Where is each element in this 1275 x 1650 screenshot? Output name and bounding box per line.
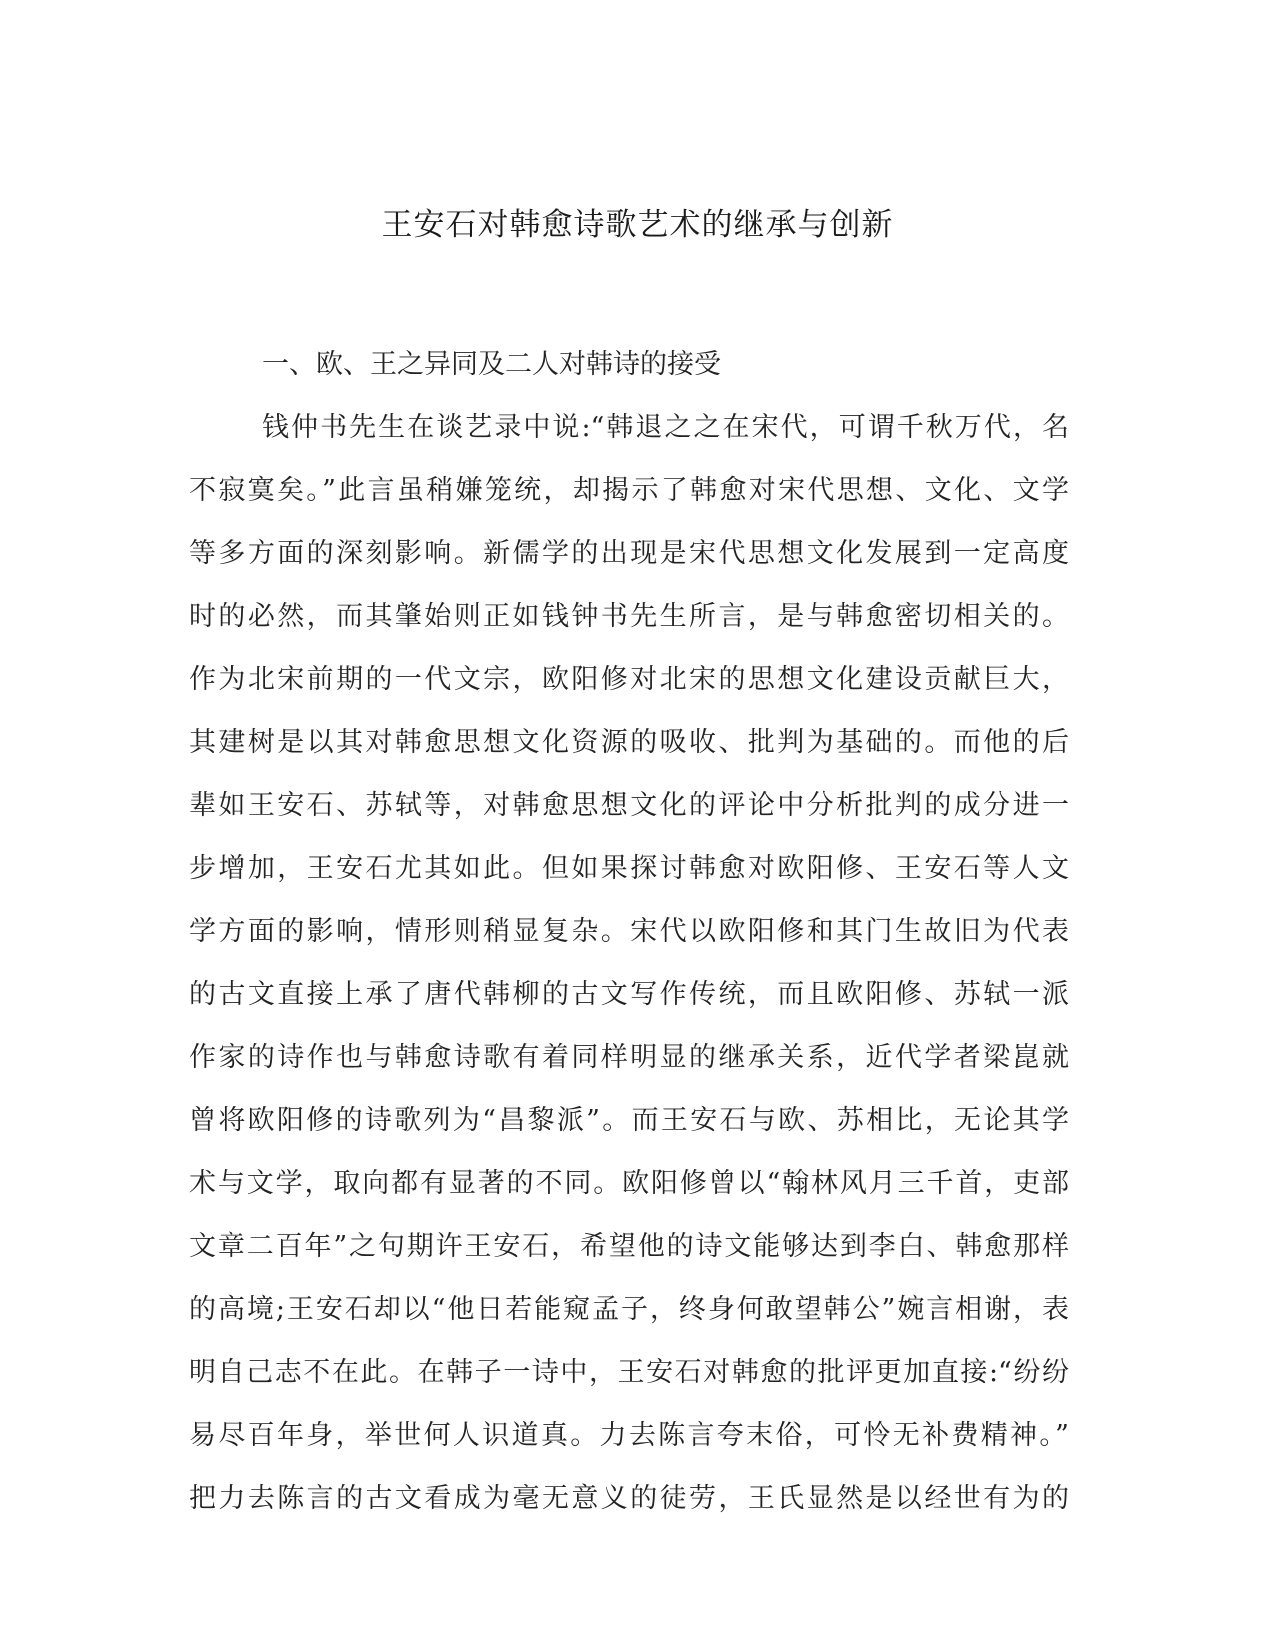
paragraph-line: 其建树是以其对韩愈思想文化资源的吸收、批判为基础的。而他的后 <box>189 727 1069 758</box>
section-heading: 一、欧、王之异同及二人对韩诗的接受 <box>262 349 721 380</box>
paragraph-line: 钱仲书先生在谈艺录中说:“韩退之之在宋代，可谓千秋万代，名 <box>262 412 1069 443</box>
paragraph-line: 时的必然，而其肇始则正如钱钟书先生所言，是与韩愈密切相关的。 <box>189 601 1069 632</box>
paragraph-line: 等多方面的深刻影响。新儒学的出现是宋代思想文化发展到一定高度 <box>189 538 1069 569</box>
document-body <box>189 333 1069 1530</box>
paragraph-line: 的高境;王安石却以“他日若能窥孟子，终身何敢望韩公”婉言相谢，表 <box>189 1294 1069 1325</box>
paragraph-line: 明自己志不在此。在韩子一诗中，王安石对韩愈的批评更加直接:“纷纷 <box>189 1357 1069 1388</box>
paragraph-line: 作为北宋前期的一代文宗，欧阳修对北宋的思想文化建设贡献巨大， <box>189 664 1069 695</box>
page-title: 王安石对韩愈诗歌艺术的继承与创新 <box>381 207 894 243</box>
paragraph-line: 易尽百年身，举世何人识道真。力去陈言夸末俗，可怜无补费精神。” <box>189 1420 1069 1451</box>
paragraph-line: 把力去陈言的古文看成为毫无意义的徒劳，王氏显然是以经世有为的 <box>189 1483 1069 1514</box>
paragraph-line: 文章二百年”之句期许王安石，希望他的诗文能够达到李白、韩愈那样 <box>189 1231 1069 1262</box>
paragraph-line: 术与文学，取向都有显著的不同。欧阳修曾以“翰林风月三千首，吏部 <box>189 1168 1069 1199</box>
paragraph-line: 曾将欧阳修的诗歌列为“昌黎派”。而王安石与欧、苏相比，无论其学 <box>189 1105 1069 1136</box>
paragraph-line: 不寂寞矣。”此言虽稍嫌笼统，却揭示了韩愈对宋代思想、文化、文学 <box>189 475 1069 506</box>
paragraph-line: 辈如王安石、苏轼等，对韩愈思想文化的评论中分析批判的成分进一 <box>189 790 1069 821</box>
paragraph-line: 作家的诗作也与韩愈诗歌有着同样明显的继承关系，近代学者梁崑就 <box>189 1042 1069 1073</box>
paragraph-line: 步增加，王安石尤其如此。但如果探讨韩愈对欧阳修、王安石等人文 <box>189 853 1069 884</box>
paragraph-line: 学方面的影响，情形则稍显复杂。宋代以欧阳修和其门生故旧为代表 <box>189 916 1069 947</box>
paragraph-line: 的古文直接上承了唐代韩柳的古文写作传统，而且欧阳修、苏轼一派 <box>189 979 1069 1010</box>
